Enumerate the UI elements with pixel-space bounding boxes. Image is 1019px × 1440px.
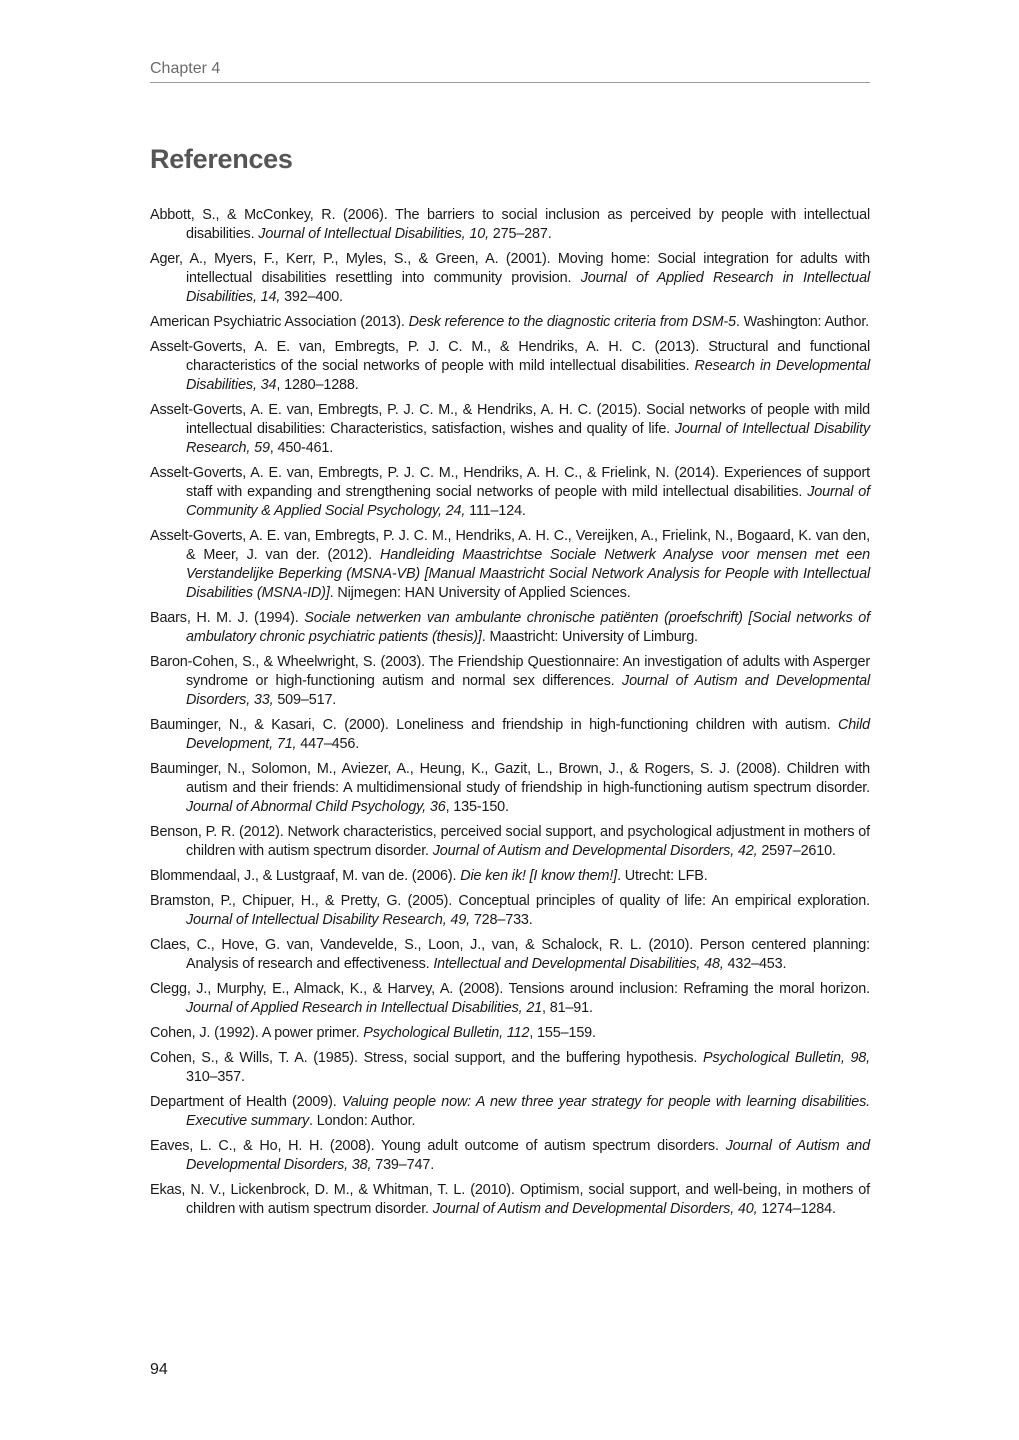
reference-source: Intellectual and Developmental Disabilities, 48, [433,956,724,972]
reference-source: Handleiding Maastrichtse Sociale Netwerk Analyse voor mensen met een Verstandelijke Beperking (MSNA-VB) [Manual Maastricht Social Network Analysis for People with Intellectual Disabilities (MSNA-ID)] [186,547,870,601]
reference-list [150,206,870,1225]
reference-entry [150,1024,870,1043]
reference-text: Asselt-Goverts, A. E. van, Embregts, P. J. C. M., Hendriks, A. H. C., & Frielink, N. (2014). Experiences of support staff with expanding and strengthening social networks of people with mild intellectual disabilities. [150,465,870,500]
reference-entry [150,206,870,244]
reference-source: Sociale netwerken van ambulante chronische patiënten (proefschrift) [Social networks of ambulatory chronic psychiatric patients (thesis)] [186,610,870,645]
reference-entry [150,1049,870,1087]
reference-source: Journal of Autism and Developmental Disorders, 42, [432,843,758,859]
reference-text: Eaves, L. C., & Ho, H. H. (2008). Young adult outcome of autism spectrum disorders. [150,1138,726,1154]
reference-entry [150,1093,870,1131]
running-header: Chapter 4 [150,58,870,83]
reference-text: Abbott, S., & McConkey, R. (2006). The barriers to social inclusion as perceived by people with intellectual disabilities. [150,207,870,242]
reference-entry [150,464,870,521]
reference-entry [150,653,870,710]
page-number: 94 [150,1361,168,1378]
reference-pages: 728–733. [469,912,533,928]
reference-entry [150,609,870,647]
reference-pages: . Nijmegen: HAN University of Applied Sciences. [329,585,631,601]
reference-pages: . London: Author. [309,1113,416,1129]
reference-text: Department of Health (2009). [150,1094,342,1110]
reference-entry [150,338,870,395]
reference-entry [150,401,870,458]
reference-pages: 1274–1284. [757,1201,836,1217]
reference-text: Cohen, J. (1992). A power primer. [150,1025,364,1041]
reference-entry [150,716,870,754]
reference-pages: , 81–91. [542,1000,593,1016]
section-title: References [150,144,293,174]
reference-source: Journal of Intellectual Disabilities, 10, [258,226,489,242]
reference-source: Psychological Bulletin, 98, [703,1050,870,1066]
reference-text: Bauminger, N., & Kasari, C. (2000). Loneliness and friendship in high-functioning children with autism. [150,717,838,733]
reference-source: Desk reference to the diagnostic criteria from DSM-5 [408,314,736,330]
reference-pages: , 155–159. [529,1025,596,1041]
reference-pages: , 1280–1288. [276,377,359,393]
reference-text: Asselt-Goverts, A. E. van, Embregts, P. J. C. M., Hendriks, A. H. C., Vereijken, A., Frielink, N., Bogaard, K. van den, & Meer, J. van der. (2012). [150,528,870,563]
reference-pages: 432–453. [723,956,787,972]
reference-pages: 739–747. [371,1157,435,1173]
reference-source: Journal of Applied Research in Intellectual Disabilities, 21 [186,1000,543,1016]
reference-entry [150,760,870,817]
reference-pages: . Utrecht: LFB. [617,868,708,884]
reference-pages: 2597–2610. [757,843,836,859]
reference-text: Ager, A., Myers, F., Kerr, P., Myles, S., & Green, A. (2001). Moving home: Social integration for adults with intellectual disabilities resettling into community provision. [150,251,870,286]
reference-text: Benson, P. R. (2012). Network characteristics, perceived social support, and psychological adjustment in mothers of children with autism spectrum disorder. [150,824,870,859]
reference-entry [150,823,870,861]
reference-source: Research in Developmental Disabilities, 34 [186,358,870,393]
reference-pages: 392–400. [280,289,343,305]
reference-pages: . Maastricht: University of Limburg. [481,629,698,645]
reference-pages: 111–124. [465,503,526,519]
reference-source: Psychological Bulletin, 112 [363,1025,530,1041]
reference-pages: , 450-461. [269,440,334,456]
reference-text: Claes, C., Hove, G. van, Vandevelde, S., Loon, J., van, & Schalock, R. L. (2010). Person centered planning: Analysis of research and effectiveness. [150,937,870,972]
reference-source: Die ken ik! [I know them!] [460,868,618,884]
reference-text: Blommendaal, J., & Lustgraaf, M. van de. (2006). [150,868,461,884]
reference-entry [150,892,870,930]
reference-pages: 275–287. [488,226,552,242]
reference-entry [150,313,870,332]
reference-text: Asselt-Goverts, A. E. van, Embregts, P. J. C. M., & Hendriks, A. H. C. (2013). Structural and functional characteristics of the social networks of people with mild intellectual disabilities. [150,339,870,374]
reference-entry [150,527,870,603]
reference-text: Bauminger, N., Solomon, M., Aviezer, A., Heung, K., Gazit, L., Brown, J., & Rogers, S. J. (2008). Children with autism and their friends: A multidimensional study of friendship in high-functioning autism spectrum disorder. [150,761,870,796]
reference-source: Journal of Autism and Developmental Disorders, 38, [186,1138,870,1173]
reference-source: Journal of Autism and Developmental Disorders, 33, [186,673,870,708]
reference-pages: 310–357. [186,1069,245,1085]
reference-entry [150,1181,870,1219]
reference-text: American Psychiatric Association (2013). [150,314,409,330]
reference-entry [150,1137,870,1175]
reference-entry [150,250,870,307]
reference-text: Asselt-Goverts, A. E. van, Embregts, P. J. C. M., & Hendriks, A. H. C. (2015). Social networks of people with mild intellectual disabilities: Characteristics, satisfaction, wishes and quality of life. [150,402,870,437]
reference-pages: 447–456. [296,736,360,752]
reference-source: Journal of Intellectual Disability Research, 59 [186,421,870,456]
reference-source: Journal of Applied Research in Intellectual Disabilities, 14, [186,270,870,305]
reference-text: Ekas, N. V., Lickenbrock, D. M., & Whitman, T. L. (2010). Optimism, social support, and well-being, in mothers of children with autism spectrum disorder. [150,1182,870,1217]
reference-text: Clegg, J., Murphy, E., Almack, K., & Harvey, A. (2008). Tensions around inclusion: Reframing the moral horizon. [150,981,870,997]
reference-text: Cohen, S., & Wills, T. A. (1985). Stress, social support, and the buffering hypothesis. [150,1050,704,1066]
reference-source: Journal of Autism and Developmental Disorders, 40, [432,1201,758,1217]
reference-source: Journal of Abnormal Child Psychology, 36 [186,799,446,815]
reference-pages: . Washington: Author. [735,314,870,330]
reference-entry [150,867,870,886]
reference-pages: 509–517. [273,692,337,708]
reference-entry [150,980,870,1018]
reference-text: Baron-Cohen, S., & Wheelwright, S. (2003). The Friendship Questionnaire: An investigation of adults with Asperger syndrome or high-functioning autism and normal sex differences. [150,654,870,689]
reference-entry [150,936,870,974]
reference-pages: , 135-150. [445,799,509,815]
reference-text: Baars, H. M. J. (1994). [150,610,305,626]
reference-source: Child Development, 71, [186,717,870,752]
reference-source: Journal of Intellectual Disability Research, 49, [186,912,470,928]
reference-source: Valuing people now: A new three year strategy for people with learning disabilities. Executive summary [186,1094,870,1129]
reference-text: Bramston, P., Chipuer, H., & Pretty, G. (2005). Conceptual principles of quality of life: An empirical exploration. [150,893,870,909]
reference-source: Journal of Community & Applied Social Psychology, 24, [186,484,870,519]
